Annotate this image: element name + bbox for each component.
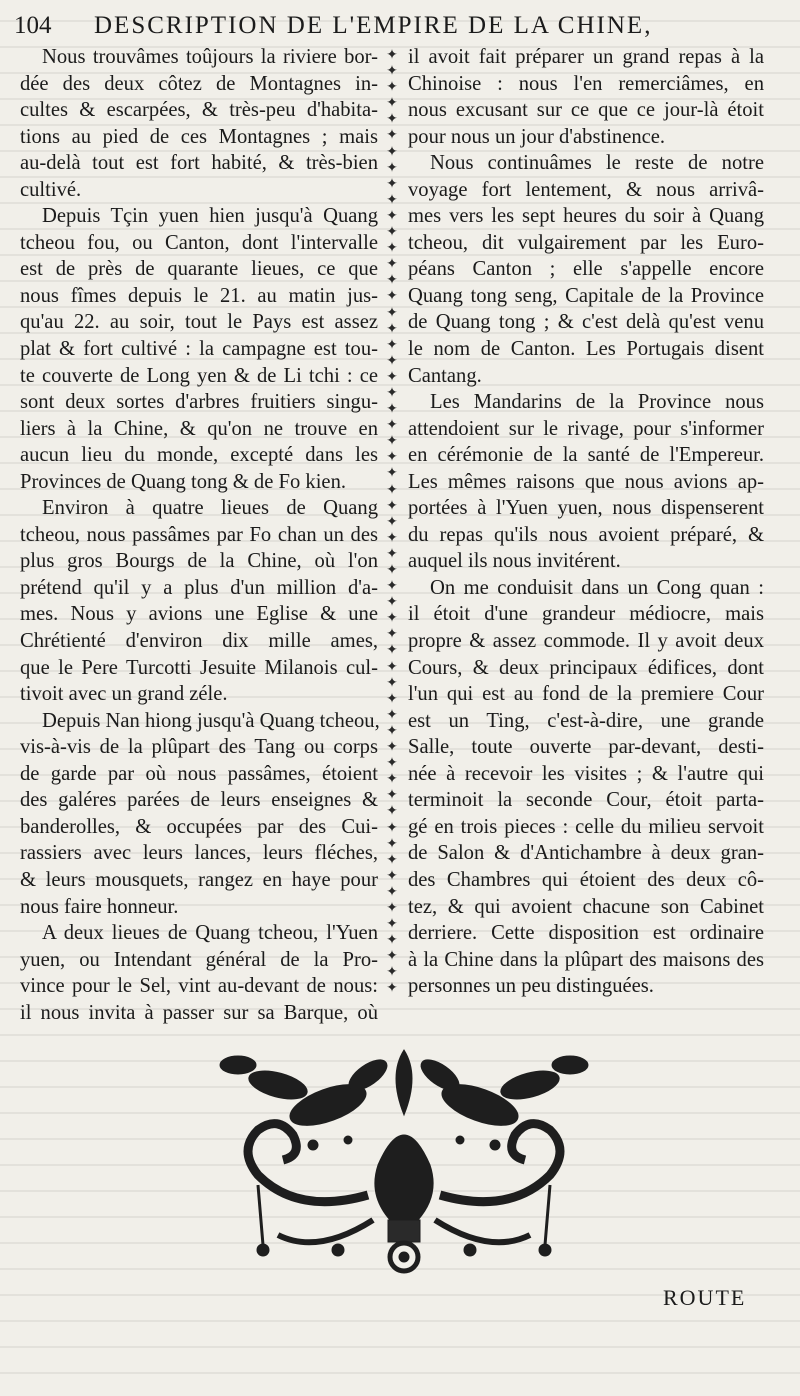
text-line: vince pour le Sel, vint au-devant de nous: [20,975,378,998]
text-line: voyage fort lentement, & nous arrivâ- [408,178,764,201]
text-line: propre & assez commode. Il y avoit deux [408,630,764,653]
text-line: derriere. Cette disposition est ordinaire [408,922,764,945]
text-line: sont deux sortes d'arbres fruitiers singu- [20,391,378,414]
text-line: le nom de Canton. Les Portugais disent [408,338,764,361]
text-line: liers à la Chine, & qu'on ne trouve en [20,417,378,440]
catchword: ROUTE [663,1285,747,1310]
text-line: tez, & qui avoient chacune son Cabinet [408,895,764,918]
paragraph [20,44,378,203]
text-line: Chinoise : nous l'en remerciâmes, en [408,72,764,95]
text-line: nous excusant sur ce que ce jour-là étoit [408,99,764,122]
text-line: en cérémonie de la santé de l'Empereur. [408,444,764,467]
paragraph [20,920,378,1026]
text-line: Nous trouvâmes toûjours la riviere bor- [42,46,378,68]
text-line: de Quang tong ; & c'est delà qu'est venu [408,311,764,334]
text-line: & leurs mousquets, rangez en haye pour [20,868,378,891]
text-line: banderolles, & occupées par des Cui- [20,815,378,838]
page-number: 104 [14,12,52,39]
text-line: vis-à-vis de la plûpart des Tang ou corps [20,736,378,759]
text-line: que le Pere Turcotti Jesuite Milanois cul- [20,656,378,679]
text-line: On me conduisit dans un Cong quan : [430,576,764,599]
paragraph [20,708,378,920]
text-line: auquel ils nous invitérent. [408,550,621,573]
text-line: Provinces de Quang tong & de Fo kien. [20,470,347,493]
text-line: est un Ting, c'est-à-dire, une grande [408,709,764,732]
text-line: Les Mandarins de la Province nous [430,391,764,414]
text-line: il étoit d'une grandeur médiocre, mais [408,603,764,626]
paragraph [408,389,764,575]
text-line: du repas qu'ils nous avoient préparé, & [408,523,764,546]
text-line: de Salon & d'Antichambre à deux gran- [408,842,764,865]
text-line: terminoit la seconde Cour, étoit parta- [408,789,764,812]
text-line: Depuis Nan hiong jusqu'à Quang tcheou, [42,709,380,732]
text-line: personnes un peu distinguées. [408,975,654,998]
text-line: tcheou fou, ou Canton, dont l'intervalle [20,231,378,254]
paragraph [20,203,378,495]
text-line: tions au pied de ces Montagnes ; mais [20,125,378,148]
paragraph [408,150,764,389]
text-line: qu'au 22. au soir, tout le Pays est assez [20,311,378,334]
text-line: prétend qu'il y a plus d'un million d'a- [20,576,378,599]
text-line: l'un qui est au fond de la premiere Cour [408,683,764,706]
left-text-column [20,44,378,1026]
text-line: tcheou, dit vulgairement par les Euro- [408,231,764,254]
text-line: il avoit fait préparer un grand repas à la [408,46,764,68]
text-line: péans Canton ; elle s'appelle encore [408,258,764,281]
text-line: nous fîmes depuis le 21. au matin jus- [20,284,378,307]
text-line: Nous continuâmes le reste de notre [430,152,764,175]
text-line: au-delà tout est fort habité, & très-bien [20,152,378,175]
text-line: Chrétienté d'environ dix mille ames, [20,630,378,653]
text-line: Cours, & deux principaux édifices, dont [408,656,764,679]
text-line: portées à l'Yuen yuen, nous dispenserent [408,497,764,520]
text-line: nous faire honneur. [20,895,179,918]
text-line: cultivé. [20,178,82,201]
text-line: gé en trois pieces : celle du milieu servoit [408,815,764,838]
text-line: te couverte de Long yen & de Li tchi : ce [20,364,378,387]
text-line: née à recevoir les visites ; & l'autre qui [408,762,764,785]
text-line: A deux lieues de Quang tcheou, l'Yuen [42,922,378,945]
text-line: mes vers les sept heures du soir à Quang [408,205,764,228]
floral-tailpiece-ornament-icon [218,1045,590,1275]
paragraph [408,575,764,1000]
right-text-column [408,44,764,1000]
text-line: rassiers avec leurs lances, leurs fléches, [20,842,378,865]
text-line: aucun lieu du monde, excepté dans les [20,444,378,467]
text-line: Quang tong seng, Capitale de la Province [408,284,764,307]
text-line: Les mêmes raisons que nous avions ap- [408,470,764,493]
running-title: DESCRIPTION DE L'EMPIRE DE LA CHINE, [94,12,653,39]
text-line: Salle, toute ouverte par-devant, desti- [408,736,764,759]
column-divider-ornament: ✦ ✦ ✦ ✦ ✦ ✦ ✦ ✦ ✦ ✦ ✦ ✦ ✦ ✦ ✦ ✦ ✦ ✦ ✦ ✦ ✦ ✦ ✦ ✦ ✦ ✦ ✦ ✦ ✦ ✦ ✦ ✦ ✦ ✦ ✦ ✦ ✦ ✦ ✦ ✦ ✦ ✦ ✦ ✦ ✦ ✦ ✦ ✦ ✦ ✦ ✦ ✦ ✦ ✦ ✦ ✦ ✦ ✦ ✦ [386,48,398,997]
text-line: yuen, ou Intendant général de la Pro- [20,948,378,971]
text-line: Cantang. [408,364,482,387]
paragraph [408,44,764,150]
text-line: cultes & escarpées, & très-peu d'habita- [20,99,378,122]
text-line: à la Chine dans la plûpart des maisons des [408,948,764,971]
text-line: tcheou, nous passâmes par Fo chan un des [20,523,378,546]
text-line: plat & fort cultivé : la campagne est tou- [20,338,378,361]
paragraph [20,495,378,707]
text-line: des galéres parées de leurs enseignes & [20,789,378,812]
text-line: Environ à quatre lieues de Quang [42,497,378,520]
text-line: pour nous un jour d'abstinence. [408,125,666,148]
text-line: plus gros Bourgs de la Chine, où l'on [20,550,378,573]
text-line: il nous invita à passer sur sa Barque, où [20,1001,378,1024]
text-line: attendoient sur le rivage, pour s'informer [408,417,764,440]
text-line: tivoit avec un grand zéle. [20,683,228,706]
text-line: Depuis Tçin yuen hien jusqu'à Quang [42,205,378,228]
text-line: des Chambres qui étoient des deux cô- [408,868,764,891]
text-line: dée des deux côtez de Montagnes in- [20,72,378,95]
text-line: de garde par où nous passâmes, étoient [20,762,378,785]
text-line: est de près de quarante lieues, ce que [20,258,378,281]
text-line: mes. Nous y avions une Eglise & une [20,603,378,626]
